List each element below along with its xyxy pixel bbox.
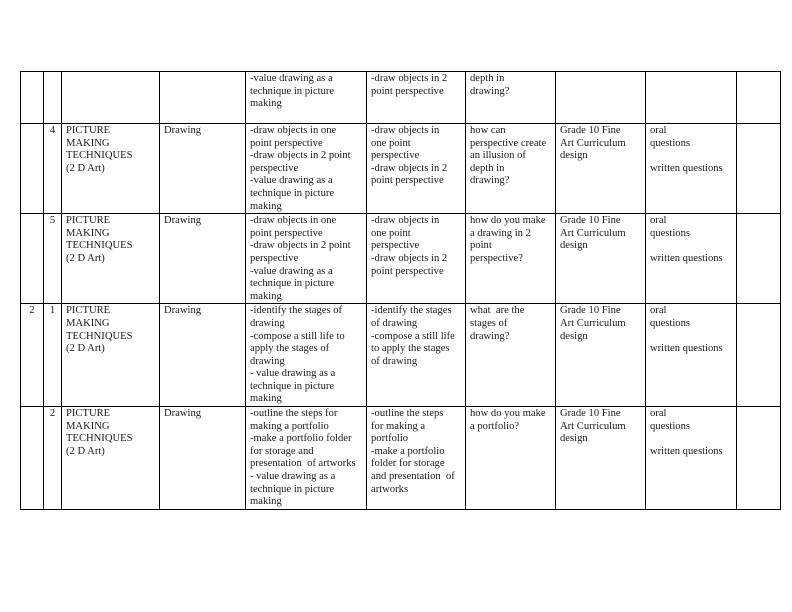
objectives-cell — [246, 214, 367, 304]
week-cell: 2 — [21, 304, 44, 407]
cell-line: -draw objects in 2 — [371, 73, 448, 84]
remarks-cell — [737, 214, 781, 304]
table-body — [21, 72, 781, 510]
cell-line: to apply the stages — [371, 343, 450, 355]
cell-line: design — [560, 330, 588, 342]
cell-line: questions — [650, 137, 691, 149]
cell-line: (2 D Art) — [66, 162, 105, 174]
key-question-cell — [466, 304, 556, 407]
cell-line: point perspective — [371, 265, 444, 277]
cell-line: -identify the stages — [371, 305, 452, 317]
cell-line: apply the stages of — [250, 343, 330, 355]
key-question-cell — [466, 214, 556, 304]
cell-line: Art Curriculum — [560, 227, 626, 239]
objectives-cell — [246, 407, 367, 510]
cell-line: -draw objects in one — [250, 125, 337, 136]
cell-line: -outline the steps — [371, 408, 444, 420]
cell-line: design — [560, 150, 588, 162]
cell-line: for making a — [371, 420, 426, 432]
cell-line: drawing — [250, 355, 285, 367]
cell-line: -compose a still life to — [250, 330, 345, 342]
remarks-cell — [737, 124, 781, 214]
remarks-cell — [737, 407, 781, 510]
subtopic-cell: Drawing — [160, 124, 246, 214]
lesson-cell: 5 — [44, 214, 62, 304]
cell-line: perspective — [371, 240, 420, 252]
cell-line: MAKING — [66, 317, 110, 329]
topic-cell — [62, 304, 160, 407]
cell-line: MAKING — [66, 227, 110, 239]
cell-line: making — [250, 290, 282, 302]
cell-line: one point — [371, 227, 411, 239]
cell-line: -draw objects in — [371, 125, 440, 136]
cell-line: technique in picture — [250, 85, 335, 97]
cell-line: portfolio — [371, 433, 409, 445]
cell-line: questions — [650, 420, 691, 432]
cell-line: perspective create — [470, 137, 547, 149]
cell-line: Art Curriculum — [560, 137, 626, 149]
cell-line: point perspective — [250, 227, 323, 239]
cell-line: written questions — [650, 252, 723, 264]
activities-cell — [367, 214, 466, 304]
cell-line: (2 D Art) — [66, 343, 105, 355]
cell-line: what are the — [470, 305, 525, 317]
cell-line: of drawing — [371, 355, 418, 367]
cell-line: TECHNIQUES — [66, 330, 133, 342]
cell-line: drawing? — [470, 85, 510, 97]
activities-cell — [367, 124, 466, 214]
cell-line: -draw objects in 2 point — [250, 150, 351, 162]
cell-line: -draw objects in one — [250, 215, 337, 227]
cell-line: -draw objects in — [371, 215, 440, 227]
remarks-cell — [737, 72, 781, 124]
lesson-cell: 2 — [44, 407, 62, 510]
lesson-cell: 4 — [44, 124, 62, 214]
assessment-cell — [646, 304, 737, 407]
table-row — [21, 214, 781, 304]
cell-line: MAKING — [66, 420, 110, 432]
resources-cell — [556, 304, 646, 407]
subtopic-cell: Drawing — [160, 304, 246, 407]
cell-line: point perspective — [371, 175, 444, 187]
cell-line: making a portfolio — [250, 420, 329, 432]
cell-line: perspective? — [470, 252, 523, 264]
week-cell — [21, 214, 44, 304]
cell-line: PICTURE — [66, 215, 111, 227]
cell-line: presentation of artworks — [250, 458, 356, 470]
cell-line: -draw objects in 2 — [371, 252, 448, 264]
cell-line: an illusion of — [470, 150, 526, 162]
cell-line: depth in — [470, 162, 505, 174]
table-row — [21, 124, 781, 214]
remarks-cell — [737, 304, 781, 407]
subtopic-cell: Drawing — [160, 214, 246, 304]
activities-cell — [367, 72, 466, 124]
cell-line: Grade 10 Fine — [560, 408, 621, 420]
scheme-of-work-table — [20, 71, 781, 510]
table-row — [21, 407, 781, 510]
cell-line — [650, 240, 732, 253]
cell-line: Art Curriculum — [560, 317, 626, 329]
topic-cell — [62, 214, 160, 304]
cell-line: TECHNIQUES — [66, 433, 133, 445]
cell-line: folder for storage — [371, 458, 445, 470]
cell-line: oral — [650, 125, 667, 136]
cell-line: technique in picture — [250, 483, 335, 495]
cell-line: - value drawing as a — [250, 471, 336, 483]
cell-line: perspective — [250, 162, 299, 174]
cell-line: one point — [371, 137, 411, 149]
cell-line: making — [250, 393, 282, 405]
cell-line: MAKING — [66, 137, 110, 149]
cell-line: -make a portfolio folder — [250, 433, 352, 445]
table-row — [21, 304, 781, 407]
assessment-cell — [646, 124, 737, 214]
cell-line: how do you make — [470, 215, 546, 227]
cell-line: making — [250, 496, 282, 508]
cell-line: point perspective — [250, 137, 323, 149]
cell-line: TECHNIQUES — [66, 240, 133, 252]
cell-line: - value drawing as a — [250, 368, 336, 380]
cell-line: -draw objects in 2 point — [250, 240, 351, 252]
key-question-cell — [466, 407, 556, 510]
subtopic-cell: Drawing — [160, 407, 246, 510]
cell-line: written questions — [650, 162, 723, 174]
cell-line: Grade 10 Fine — [560, 215, 621, 227]
cell-line: -value drawing as a — [250, 73, 333, 84]
cell-line: Grade 10 Fine — [560, 305, 621, 317]
table-row — [21, 72, 781, 124]
week-cell — [21, 72, 44, 124]
cell-line: (2 D Art) — [66, 252, 105, 264]
resources-cell — [556, 407, 646, 510]
cell-line: Art Curriculum — [560, 420, 626, 432]
topic-cell — [62, 124, 160, 214]
cell-line: how do you make — [470, 408, 546, 420]
resources-cell — [556, 72, 646, 124]
cell-line: drawing? — [470, 175, 510, 187]
objectives-cell — [246, 72, 367, 124]
cell-line — [650, 433, 732, 446]
cell-line: making — [250, 98, 282, 110]
cell-line: (2 D Art) — [66, 445, 105, 457]
cell-line: oral — [650, 408, 667, 420]
resources-cell — [556, 214, 646, 304]
cell-line: TECHNIQUES — [66, 150, 133, 162]
cell-line: PICTURE — [66, 408, 111, 420]
assessment-cell — [646, 72, 737, 124]
objectives-cell — [246, 304, 367, 407]
cell-line: -make a portfolio — [371, 445, 445, 457]
cell-line: technique in picture — [250, 278, 335, 290]
cell-line: technique in picture — [250, 187, 335, 199]
cell-line: how can — [470, 125, 506, 136]
week-cell — [21, 407, 44, 510]
cell-line: oral — [650, 305, 667, 317]
cell-line: a drawing in 2 — [470, 227, 531, 239]
cell-line: -draw objects in 2 — [371, 162, 448, 174]
week-cell — [21, 124, 44, 214]
cell-line: written questions — [650, 343, 723, 355]
cell-line: drawing? — [470, 330, 510, 342]
cell-line: design — [560, 240, 588, 252]
lesson-cell — [44, 72, 62, 124]
cell-line: oral — [650, 215, 667, 227]
cell-line — [650, 150, 732, 163]
activities-cell — [367, 407, 466, 510]
cell-line: -value drawing as a — [250, 175, 333, 187]
activities-cell — [367, 304, 466, 407]
cell-line: making — [250, 200, 282, 212]
cell-line: drawing — [250, 317, 285, 329]
lesson-cell: 1 — [44, 304, 62, 407]
cell-line: Grade 10 Fine — [560, 125, 621, 136]
cell-line: questions — [650, 227, 691, 239]
cell-line: technique in picture — [250, 380, 335, 392]
cell-line: point — [470, 240, 492, 252]
topic-cell — [62, 72, 160, 124]
cell-line: a portfolio? — [470, 420, 520, 432]
cell-line: depth in — [470, 73, 505, 84]
cell-line — [650, 331, 732, 344]
key-question-cell — [466, 124, 556, 214]
cell-line: PICTURE — [66, 125, 111, 136]
assessment-cell — [646, 214, 737, 304]
cell-line: and presentation of — [371, 471, 455, 483]
objectives-cell — [246, 124, 367, 214]
cell-line: point perspective — [371, 85, 444, 97]
cell-line: -identify the stages of — [250, 305, 343, 317]
cell-line: for storage and — [250, 445, 314, 457]
subtopic-cell — [160, 72, 246, 124]
key-question-cell — [466, 72, 556, 124]
cell-line: of drawing — [371, 317, 418, 329]
cell-line: PICTURE — [66, 305, 111, 317]
cell-line: questions — [650, 317, 691, 329]
cell-line: stages of — [470, 317, 508, 329]
cell-line: -outline the steps for — [250, 408, 338, 420]
cell-line: -value drawing as a — [250, 265, 333, 277]
cell-line: design — [560, 433, 588, 445]
cell-line: -compose a still life — [371, 330, 455, 342]
cell-line: artworks — [371, 483, 409, 495]
cell-line: written questions — [650, 445, 723, 457]
topic-cell — [62, 407, 160, 510]
cell-line: perspective — [250, 252, 299, 264]
assessment-cell — [646, 407, 737, 510]
resources-cell — [556, 124, 646, 214]
cell-line: perspective — [371, 150, 420, 162]
